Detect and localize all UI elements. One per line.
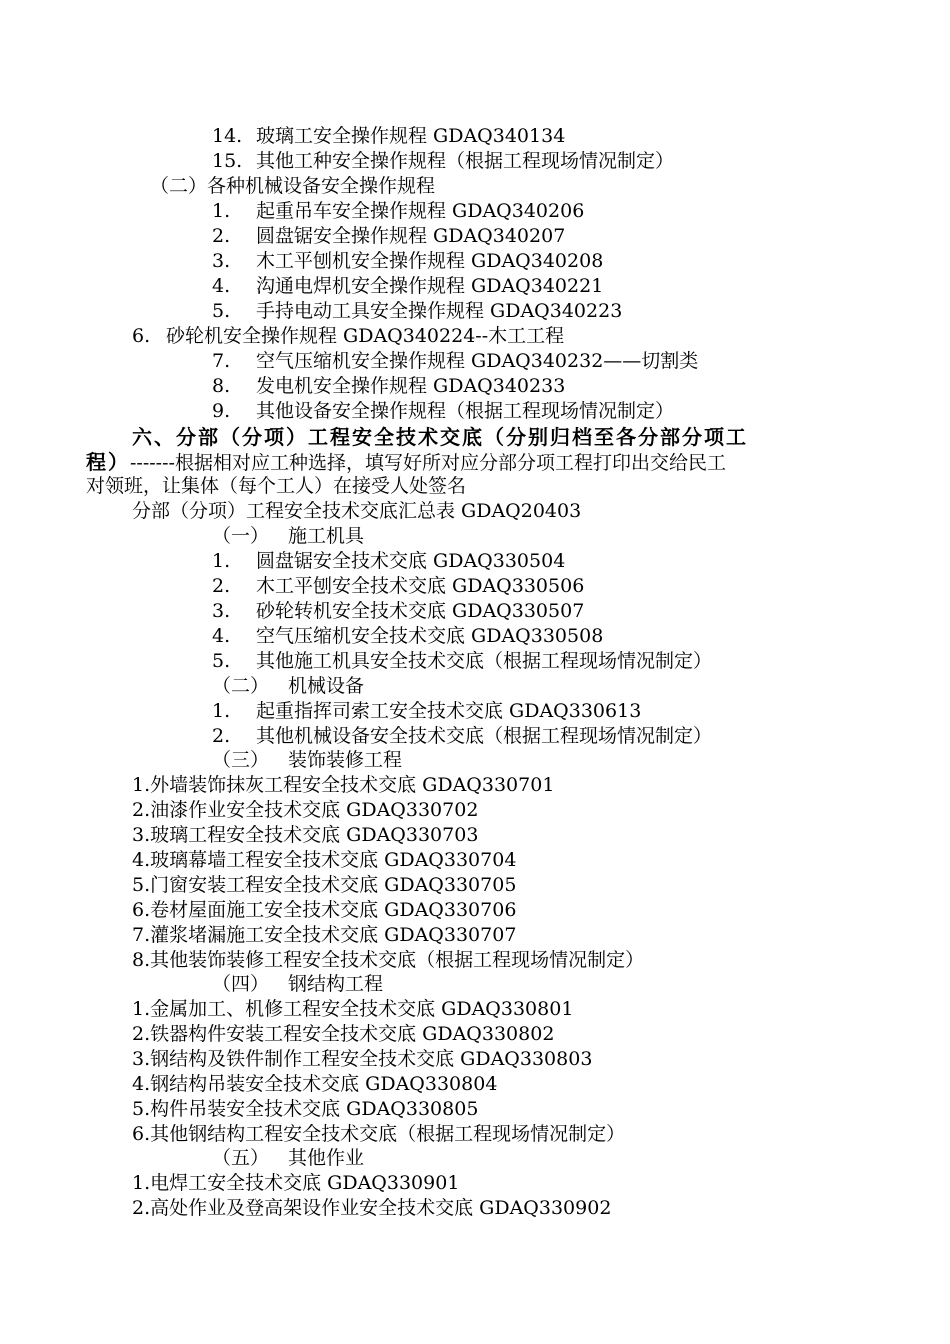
item-text: 起重吊车安全操作规程 GDAQ340206 <box>256 200 585 222</box>
item-text: 其他施工机具安全技术交底（根据工程现场情况制定） <box>256 650 713 672</box>
list-item: 1.外墙装饰抹灰工程安全技术交底 GDAQ330701 <box>132 774 555 796</box>
list-item <box>212 199 584 224</box>
item-number: 5. <box>212 650 231 672</box>
item-text: 玻璃工安全操作规程 GDAQ340134 <box>256 125 566 147</box>
group-title: 施工机具 <box>288 525 365 547</box>
item-number: 3. <box>212 600 231 622</box>
list-item <box>212 299 622 324</box>
item-text: 发电机安全操作规程 GDAQ340233 <box>256 375 566 397</box>
item-text: 空气压缩机安全操作规程 GDAQ340232——切割类 <box>256 350 699 372</box>
item-text: 手持电动工具安全操作规程 GDAQ340223 <box>256 300 623 322</box>
list-item: 2.油漆作业安全技术交底 GDAQ330702 <box>132 799 479 821</box>
list-item <box>212 374 565 399</box>
group-heading <box>212 674 364 699</box>
item-text: 砂轮转机安全技术交底 GDAQ330507 <box>256 600 585 622</box>
item-number: 3. <box>212 250 231 272</box>
item-text: 木工平刨安全技术交底 GDAQ330506 <box>256 575 585 597</box>
item-number: 8. <box>212 375 231 397</box>
group-label: （四） <box>212 973 270 995</box>
item-number: 4. <box>212 625 231 647</box>
item-text: 起重指挥司索工安全技术交底 GDAQ330613 <box>256 700 642 722</box>
list-item <box>212 549 565 574</box>
group-heading <box>212 748 402 773</box>
section-heading-end: 程） <box>86 450 130 474</box>
summary-table-title: 分部（分项）工程安全技术交底汇总表 GDAQ20403 <box>132 500 582 522</box>
list-item <box>212 649 712 674</box>
item-text: 砂轮机安全操作规程 GDAQ340224--木工工程 <box>166 325 565 347</box>
list-item: 7.灌浆堵漏施工安全技术交底 GDAQ330707 <box>132 924 517 946</box>
group-heading <box>212 1146 364 1171</box>
item-number: 2. <box>212 725 231 747</box>
list-item <box>212 149 674 174</box>
instruction-text: -------根据相对应工种选择，填写好所对应分部分项工程打印出交给民工 <box>130 452 726 474</box>
list-item <box>212 574 584 599</box>
list-item <box>212 249 603 274</box>
group-heading <box>212 972 383 997</box>
item-number: 15. <box>212 150 243 172</box>
item-number: 1. <box>212 700 231 722</box>
item-text: 圆盘锯安全技术交底 GDAQ330504 <box>256 550 566 572</box>
section-heading: 六、分部（分项）工程安全技术交底（分别归档至各分部分项工 <box>132 425 748 449</box>
list-item: 3.钢结构及铁件制作工程安全技术交底 GDAQ330803 <box>132 1048 593 1070</box>
item-number: 5. <box>212 300 231 322</box>
group-heading <box>212 524 364 549</box>
list-item <box>212 699 641 724</box>
list-item: 3.玻璃工程安全技术交底 GDAQ330703 <box>132 824 479 846</box>
section-heading-continued <box>86 450 726 476</box>
list-item: 8.其他装饰装修工程安全技术交底（根据工程现场情况制定） <box>132 949 645 971</box>
item-number: 4. <box>212 275 231 297</box>
item-text: 木工平刨机安全操作规程 GDAQ340208 <box>256 250 604 272</box>
list-item <box>212 224 565 249</box>
item-text: 沟通电焊机安全操作规程 GDAQ340221 <box>256 275 604 297</box>
list-item <box>132 324 564 349</box>
group-label: （三） <box>212 749 270 771</box>
list-item: 6.其他钢结构工程安全技术交底（根据工程现场情况制定） <box>132 1123 626 1145</box>
list-item: 5.门窗安装工程安全技术交底 GDAQ330705 <box>132 874 517 896</box>
group-title: 钢结构工程 <box>288 973 384 995</box>
item-number: 1. <box>212 200 231 222</box>
group-label: （五） <box>212 1147 270 1169</box>
list-item: 5.构件吊装安全技术交底 GDAQ330805 <box>132 1098 479 1120</box>
list-item: 6.卷材屋面施工安全技术交底 GDAQ330706 <box>132 899 517 921</box>
group-label: （二） <box>212 675 270 697</box>
group-title: 其他作业 <box>288 1147 365 1169</box>
item-number: 9. <box>212 400 231 422</box>
list-item <box>212 274 603 299</box>
group-title: 机械设备 <box>288 675 365 697</box>
item-number: 2. <box>212 575 231 597</box>
item-number: 14. <box>212 125 243 147</box>
item-text: 其他设备安全操作规程（根据工程现场情况制定） <box>256 400 675 422</box>
list-item: 4.钢结构吊装安全技术交底 GDAQ330804 <box>132 1073 498 1095</box>
group-title: 装饰装修工程 <box>288 749 403 771</box>
item-text: 其他机械设备安全技术交底（根据工程现场情况制定） <box>256 725 713 747</box>
list-item: 2.高处作业及登高架设作业安全技术交底 GDAQ330902 <box>132 1197 612 1219</box>
section-heading: （二）各种机械设备安全操作规程 <box>150 175 436 197</box>
list-item <box>212 599 584 624</box>
item-number: 1. <box>212 550 231 572</box>
list-item: 4.玻璃幕墙工程安全技术交底 GDAQ330704 <box>132 849 517 871</box>
list-item <box>212 724 712 749</box>
list-item <box>212 624 603 649</box>
list-item <box>212 349 698 374</box>
item-text: 空气压缩机安全技术交底 GDAQ330508 <box>256 625 604 647</box>
list-item <box>212 399 674 424</box>
group-label: （一） <box>212 525 270 547</box>
list-item: 1.金属加工、机修工程安全技术交底 GDAQ330801 <box>132 998 574 1020</box>
instruction-text: 对领班，让集体（每个工人）在接受人处签名 <box>86 475 467 497</box>
item-number: 7. <box>212 350 231 372</box>
list-item: 1.电焊工安全技术交底 GDAQ330901 <box>132 1172 460 1194</box>
list-item: 2.铁器构件安装工程安全技术交底 GDAQ330802 <box>132 1023 555 1045</box>
item-text: 圆盘锯安全操作规程 GDAQ340207 <box>256 225 566 247</box>
item-text: 其他工种安全操作规程（根据工程现场情况制定） <box>256 150 675 172</box>
list-item <box>212 124 565 149</box>
item-number: 6. <box>132 325 151 347</box>
item-number: 2. <box>212 225 231 247</box>
